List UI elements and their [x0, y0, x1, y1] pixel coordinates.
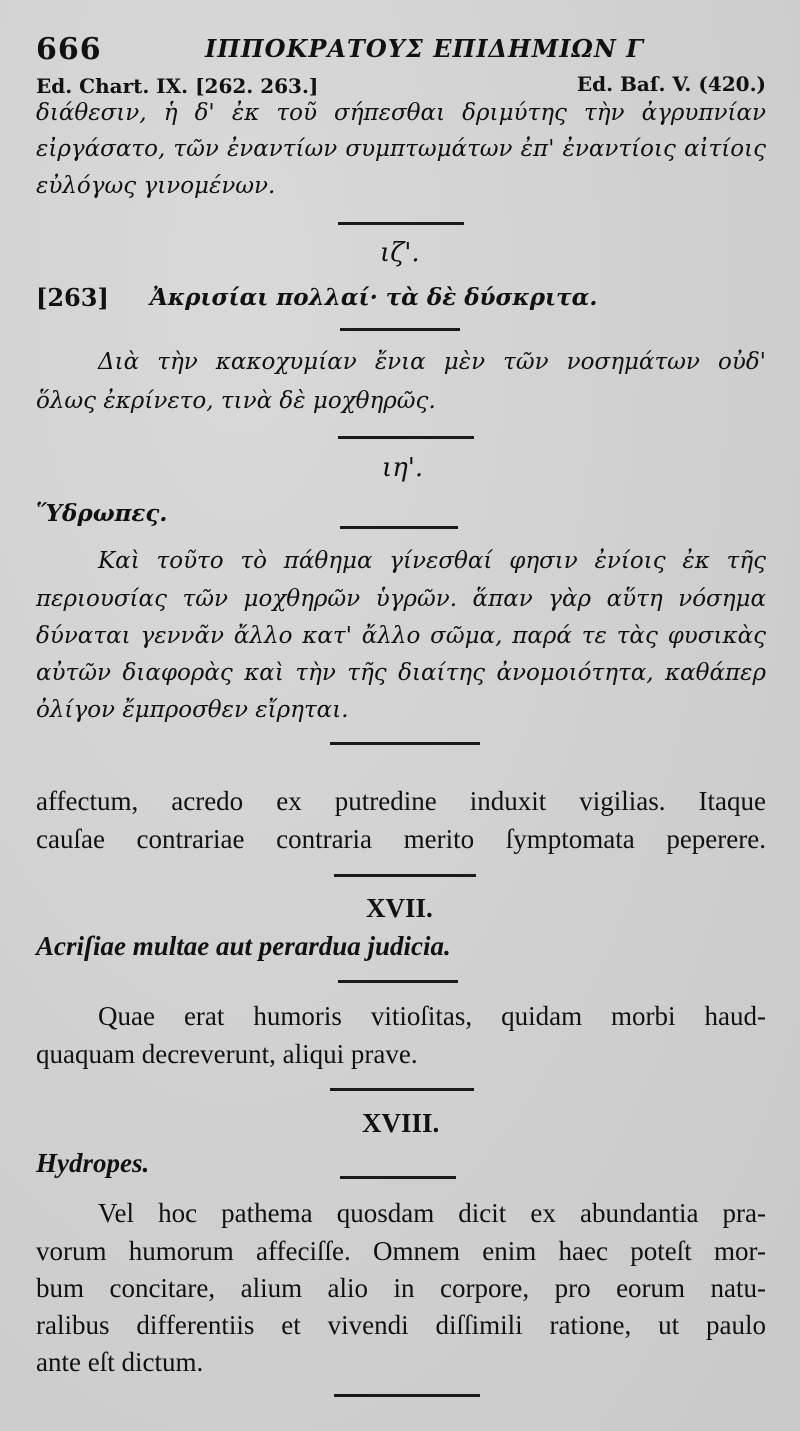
latin-section-18-comment-line-1: Vel hoc pathema quosdam dicit ex abundantia pra- [98, 1198, 766, 1228]
lemma-divider [340, 1176, 456, 1179]
latin-section-18-number: XVIII. [362, 1108, 440, 1138]
section-divider [338, 436, 474, 439]
greek-section-18-lemma: Ὕδρωπες. [36, 500, 168, 527]
greek-section-17-comment-line-1: Διὰ τὴν κακοχυμίαν ἔνια μὲν τῶν νοσημάτων οὐδ' [98, 349, 766, 375]
latin-section-18-comment-line-3: bum concitare, alium alio in corpore, pro eorum natu- [36, 1273, 766, 1303]
greek-section-18-number: ιη'. [382, 453, 424, 483]
greek-section-18-comment-line-5: ὀλίγον ἔμπροσθεν εἴρηται. [36, 697, 349, 723]
latin-section-18-comment-line-5: ante eſt dictum. [36, 1347, 204, 1377]
latin-section-17-number: XVII. [366, 893, 433, 923]
greek-intro-line-1: διάθεσιν, ἡ δ' ἐκ τοῦ σήπεσθαι δριμύτης τὴν ἀγρυπνίαν [36, 100, 766, 126]
greek-intro-line-2: εἰργάσατο, τῶν ἐναντίων συμπτωμάτων ἐπ' ἐναντίοις αἰτίοις [36, 136, 766, 162]
edition-reference-left: Ed. Chart. IX. [262. 263.] [36, 74, 319, 98]
section-divider [338, 222, 464, 225]
lemma-divider [340, 526, 458, 529]
greek-section-17-number: ιζ'. [380, 238, 420, 268]
greek-intro-line-3: εὐλόγως γινομένων. [36, 173, 276, 199]
latin-intro-line-2: cauſae contrariae contraria merito ſymptomata peperere. [36, 824, 766, 854]
page-number: 666 [36, 32, 102, 67]
lemma-divider [338, 980, 458, 983]
greek-section-18-comment-line-3: δύναται γεννᾶν ἄλλο κατ' ἄλλο σῶμα, παρά τε τὰς φυσικὰς [36, 623, 766, 649]
running-title: ΙΠΠΟΚΡΑΤΟΥΣ ΕΠΙΔΗΜΙΩΝ Γ [205, 34, 645, 63]
latin-intro-line-1: affectum, acredo ex putredine induxit vigilias. Itaque [36, 786, 766, 816]
lemma-divider [340, 328, 460, 331]
latin-section-17-comment-line-2: quaquam decreverunt, aliqui prave. [36, 1039, 418, 1069]
greek-section-17-comment-line-2: ὅλως ἐκρίνετο, τινὰ δὲ μοχθηρῶς. [36, 388, 436, 414]
greek-section-18-comment-line-1: Καὶ τοῦτο τὸ πάθημα γίνεσθαί φησιν ἐνίοις ἐκ τῆς [98, 548, 766, 574]
latin-section-18-comment-line-2: vorum humorum affeciſſe. Omnem enim haec poteſt mor- [36, 1236, 766, 1266]
greek-section-18-comment-line-2: περιουσίας τῶν μοχθηρῶν ὑγρῶν. ἅπαν γὰρ αὕτη νόσημα [36, 586, 766, 612]
section-divider [334, 874, 476, 877]
latin-section-18-lemma: Hydropes. [36, 1148, 150, 1178]
greek-section-17-lemma: Ἀκρισίαι πολλαί· τὰ δὲ δύσκριτα. [150, 284, 598, 311]
section-divider [334, 1394, 480, 1397]
latin-section-17-lemma: Acriſiae multae aut perardua judicia. [36, 931, 451, 961]
language-divider [330, 742, 480, 745]
edition-reference-right: Ed. Baſ. V. (420.) [576, 72, 766, 96]
greek-section-18-comment-line-4: αὐτῶν διαφορὰς καὶ τὴν τῆς διαίτης ἀνομοιότητα, καθάπερ [36, 660, 766, 686]
section-divider [330, 1088, 474, 1091]
page-reference-marker: [263] [36, 283, 109, 312]
latin-section-18-comment-line-4: ralibus differentiis et vivendi diſſimili ratione, ut paulo [36, 1310, 766, 1340]
latin-section-17-comment-line-1: Quae erat humoris vitioſitas, quidam morbi haud- [98, 1001, 766, 1031]
